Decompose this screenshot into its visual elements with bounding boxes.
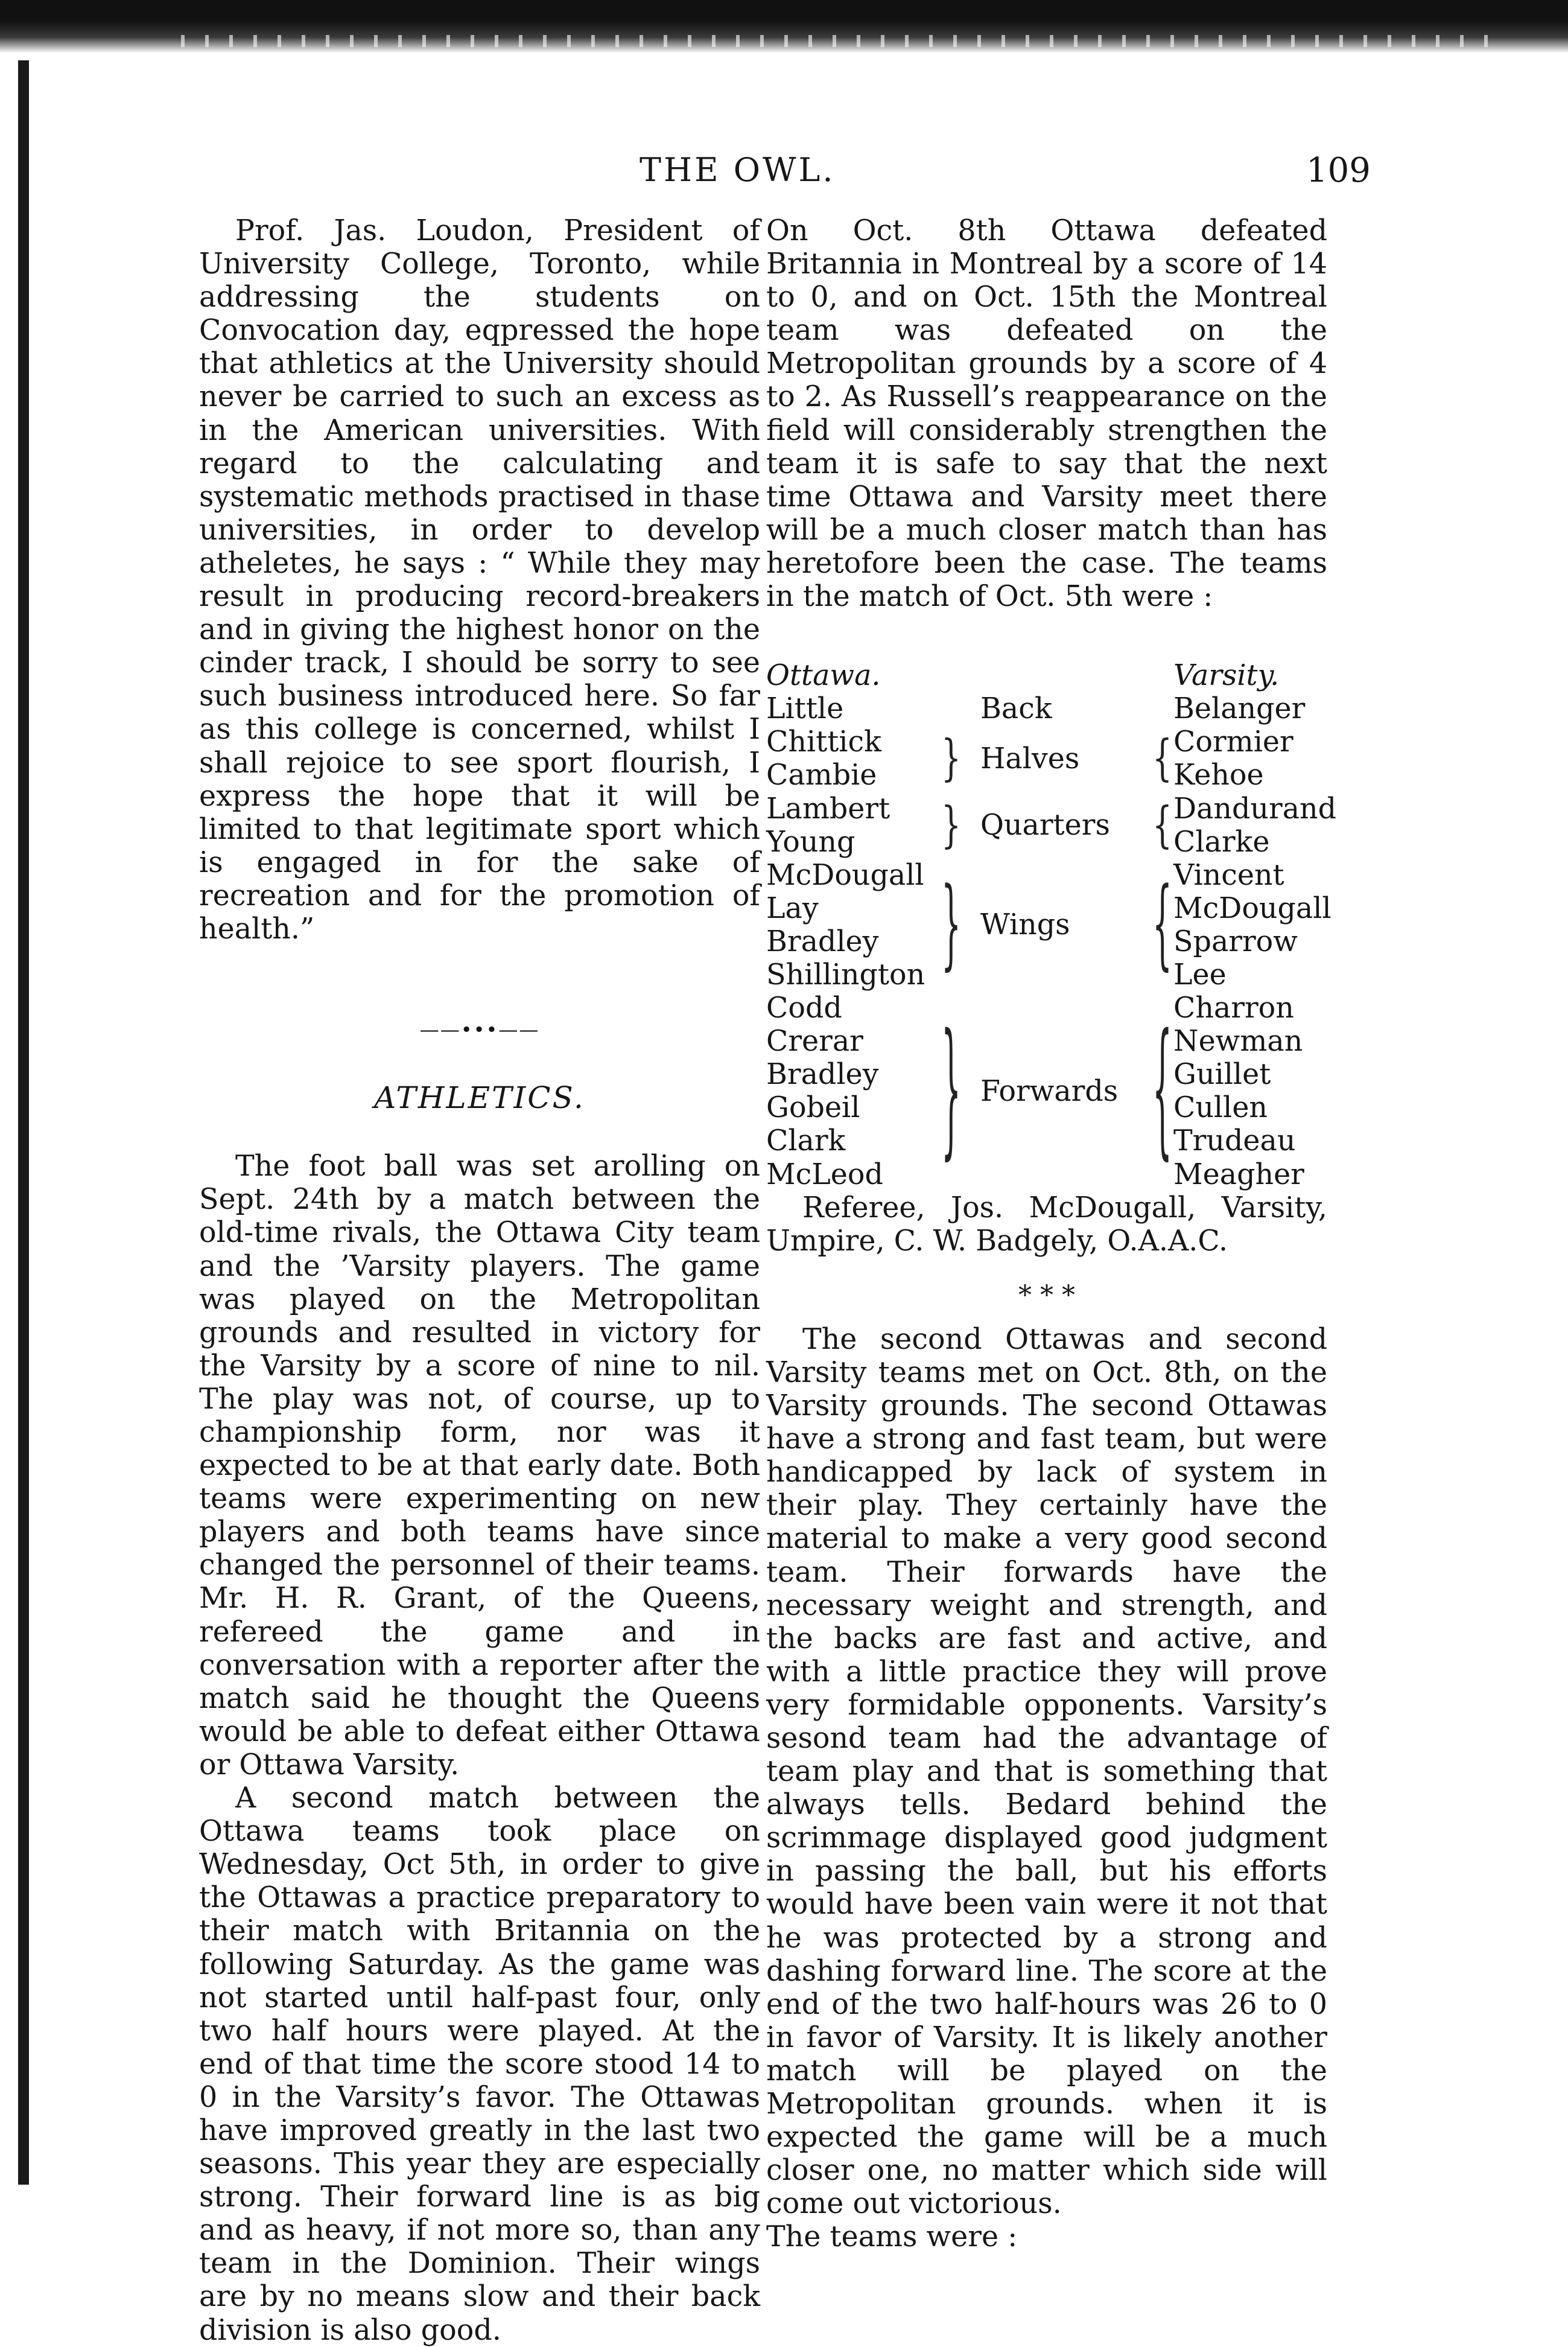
lineup-position-label: Wings bbox=[980, 908, 1070, 942]
ottawa-player: Shillington bbox=[766, 958, 925, 992]
ottawa-player: Bradley bbox=[766, 925, 879, 958]
ottawa-player: McDougall bbox=[766, 858, 924, 892]
ottawa-player: Codd bbox=[766, 992, 842, 1025]
section-divider: ——•••—— bbox=[419, 1018, 540, 1042]
lineup-group-forwards bbox=[766, 992, 1327, 1191]
lineup-heading-varsity: Varsity. bbox=[1173, 659, 1280, 693]
lineup-heading-ottawa: Ottawa. bbox=[766, 659, 881, 693]
varsity-player: Belanger bbox=[1173, 692, 1306, 726]
varsity-player: Trudeau bbox=[1173, 1124, 1296, 1158]
lineup-position-label: Forwards bbox=[980, 1074, 1119, 1108]
team-lineup bbox=[766, 659, 1337, 1191]
ottawa-brace: } bbox=[941, 868, 962, 981]
ottawa-player: Cambie bbox=[766, 759, 877, 792]
scan-top-edge bbox=[0, 0, 1568, 53]
varsity-player: Vincent bbox=[1173, 858, 1284, 892]
intro-paragraph: Prof. Jas. Loudon, President of University College, Toronto, while addressing the students on Convocation day, eqpressed the hope that athletics at the University should never be carried to such an excess as in the American universities. With regard to the calculating and systematic methods practised in thase universities, in order to develop atheletes, he says : “ While they may result in producing record-breakers and in giving the highest honor on the cinder track, I should be sorry to see such business introduced here. So far as this college is concerned, whilst I shall rejoice to see sport flourish, I express the hope that it will be limited to that legitimate sport which is engaged in for the sake of recreation and for the promotion of health.” bbox=[199, 214, 760, 946]
varsity-player: Charron bbox=[1173, 992, 1294, 1025]
lineup-position-label: Halves bbox=[980, 742, 1080, 775]
varsity-player: Meagher bbox=[1173, 1158, 1304, 1191]
ottawa-brace: } bbox=[941, 797, 962, 854]
second-teams-paragraph: The second Ottawas and second Varsity teams met on Oct. 8th, on the Varsity grounds. The second Ottawas have a strong and fast team, but were handicapped by lack of system in their play. They certainly have the material to make a very good second team. Their forwards have the necessary weight and strength, and the backs are fast and active, and with a little practice they will prove very formidable opponents. Varsity’s sesond team had the advantage of team play and that is something that always tells. Bedard behind the scrimmage displayed good judgment in passing the ball, but his efforts would have been vain were it not that he was protected by a strong and dashing forward line. The score at the end of the two half-hours was 26 to 0 in favor of Varsity. It is likely another match will be played on the Metropolitan grounds. when it is expected the game will be a much closer one, no matter which side will come out victorious. bbox=[766, 1322, 1327, 2221]
varsity-brace: { bbox=[1152, 1005, 1173, 1176]
teams-closing-line: The teams were : bbox=[766, 2220, 1018, 2254]
varsity-player: Sparrow bbox=[1173, 925, 1298, 958]
page-number: 109 bbox=[1306, 151, 1371, 190]
lineup-group-quarters bbox=[766, 792, 1337, 859]
athletics-paragraph-1: The foot ball was set arolling on Sept. 24th by a match between the old-time rivals, the Ottawa City team and the ’Varsity players. The game was played on the Metropolitan grounds and resulted in victory for the Varsity by a score of nine to nil. The play was not, of course, up to championship form, nor was it expected to be at that early date. Both teams were experimenting on new players and both teams have since changed the personnel of their teams. Mr. H. R. Grant, of the Queens, refereed the game and in conversation with a reporter after the match said he thought the Queens would be able to defeat either Ottawa or Ottawa Varsity. bbox=[199, 1150, 760, 1782]
ottawa-player: Lay bbox=[766, 891, 819, 925]
right-column bbox=[766, 214, 1337, 2254]
scan-left-rule bbox=[18, 60, 29, 2185]
section-heading-athletics: ATHLETICS. bbox=[374, 1080, 585, 1116]
section-stars: * * * bbox=[1018, 1279, 1075, 1311]
varsity-player: Cormier bbox=[1173, 725, 1293, 759]
varsity-brace: { bbox=[1152, 797, 1173, 854]
ottawa-player: Chittick bbox=[766, 725, 881, 759]
ottawa-player: Young bbox=[766, 825, 855, 859]
officials-line: Referee, Jos. McDougall, Varsity, Umpire, C. W. Badgely, O.A.A.C. bbox=[766, 1191, 1327, 1258]
varsity-player: Guillet bbox=[1173, 1058, 1271, 1092]
ottawa-player: McLeod bbox=[766, 1158, 883, 1191]
varsity-player: Dandurand bbox=[1173, 792, 1337, 826]
match-report-paragraph: On Oct. 8th Ottawa defeated Britannia in Montreal by a score of 14 to 0, and on Oct. 15th the Montreal team was defeated on the Metropolitan grounds by a score of 4 to 2. As Russell’s reappearance on the field will considerably strengthen the team it is safe to say that the next time Ottawa and Varsity meet there will be a much closer match than has heretofore been the case. The teams in the match of Oct. 5th were : bbox=[766, 214, 1327, 614]
varsity-player: Clarke bbox=[1173, 825, 1270, 859]
ottawa-player: Lambert bbox=[766, 792, 890, 826]
lineup-group-wings bbox=[766, 858, 1332, 992]
lineup-group-back bbox=[766, 692, 1327, 725]
running-head-title: THE OWL. bbox=[640, 151, 836, 189]
ottawa-player: Gobeil bbox=[766, 1091, 860, 1125]
varsity-player: Kehoe bbox=[1173, 759, 1264, 792]
varsity-brace: { bbox=[1152, 730, 1173, 788]
ottawa-brace: } bbox=[941, 1005, 962, 1176]
ottawa-player: Clark bbox=[766, 1124, 846, 1158]
lineup-group-halves bbox=[766, 725, 1327, 792]
lineup-position-label: Quarters bbox=[980, 809, 1110, 842]
lineup-groups bbox=[766, 692, 1337, 1191]
athletics-paragraph-2: A second match between the Ottawa teams took place on Wednesday, Oct 5th, in order to give the Ottawas a practice preparatory to their match with Britannia on the following Saturday. As the game was not started until half-past four, only two half hours were played. At the end of that time the score stood 14 to 0 in the Varsity’s favor. The Ottawas have improved greatly in the last two seasons. This year they are especially strong. Their forward line is as big and as heavy, if not more so, than any team in the Dominion. Their wings are by no means slow and their back division is also good. bbox=[199, 1782, 760, 2347]
ottawa-player: Little bbox=[766, 692, 844, 726]
left-column bbox=[199, 214, 760, 2347]
varsity-player: McDougall bbox=[1173, 891, 1332, 925]
lineup-position-label: Back bbox=[980, 692, 1052, 726]
ottawa-player: Bradley bbox=[766, 1058, 879, 1092]
varsity-player: Cullen bbox=[1173, 1091, 1268, 1125]
varsity-brace: { bbox=[1152, 868, 1173, 981]
varsity-player: Lee bbox=[1173, 958, 1227, 992]
ottawa-brace: } bbox=[941, 730, 962, 788]
ottawa-player: Crerar bbox=[766, 1025, 863, 1059]
varsity-player: Newman bbox=[1173, 1025, 1303, 1059]
